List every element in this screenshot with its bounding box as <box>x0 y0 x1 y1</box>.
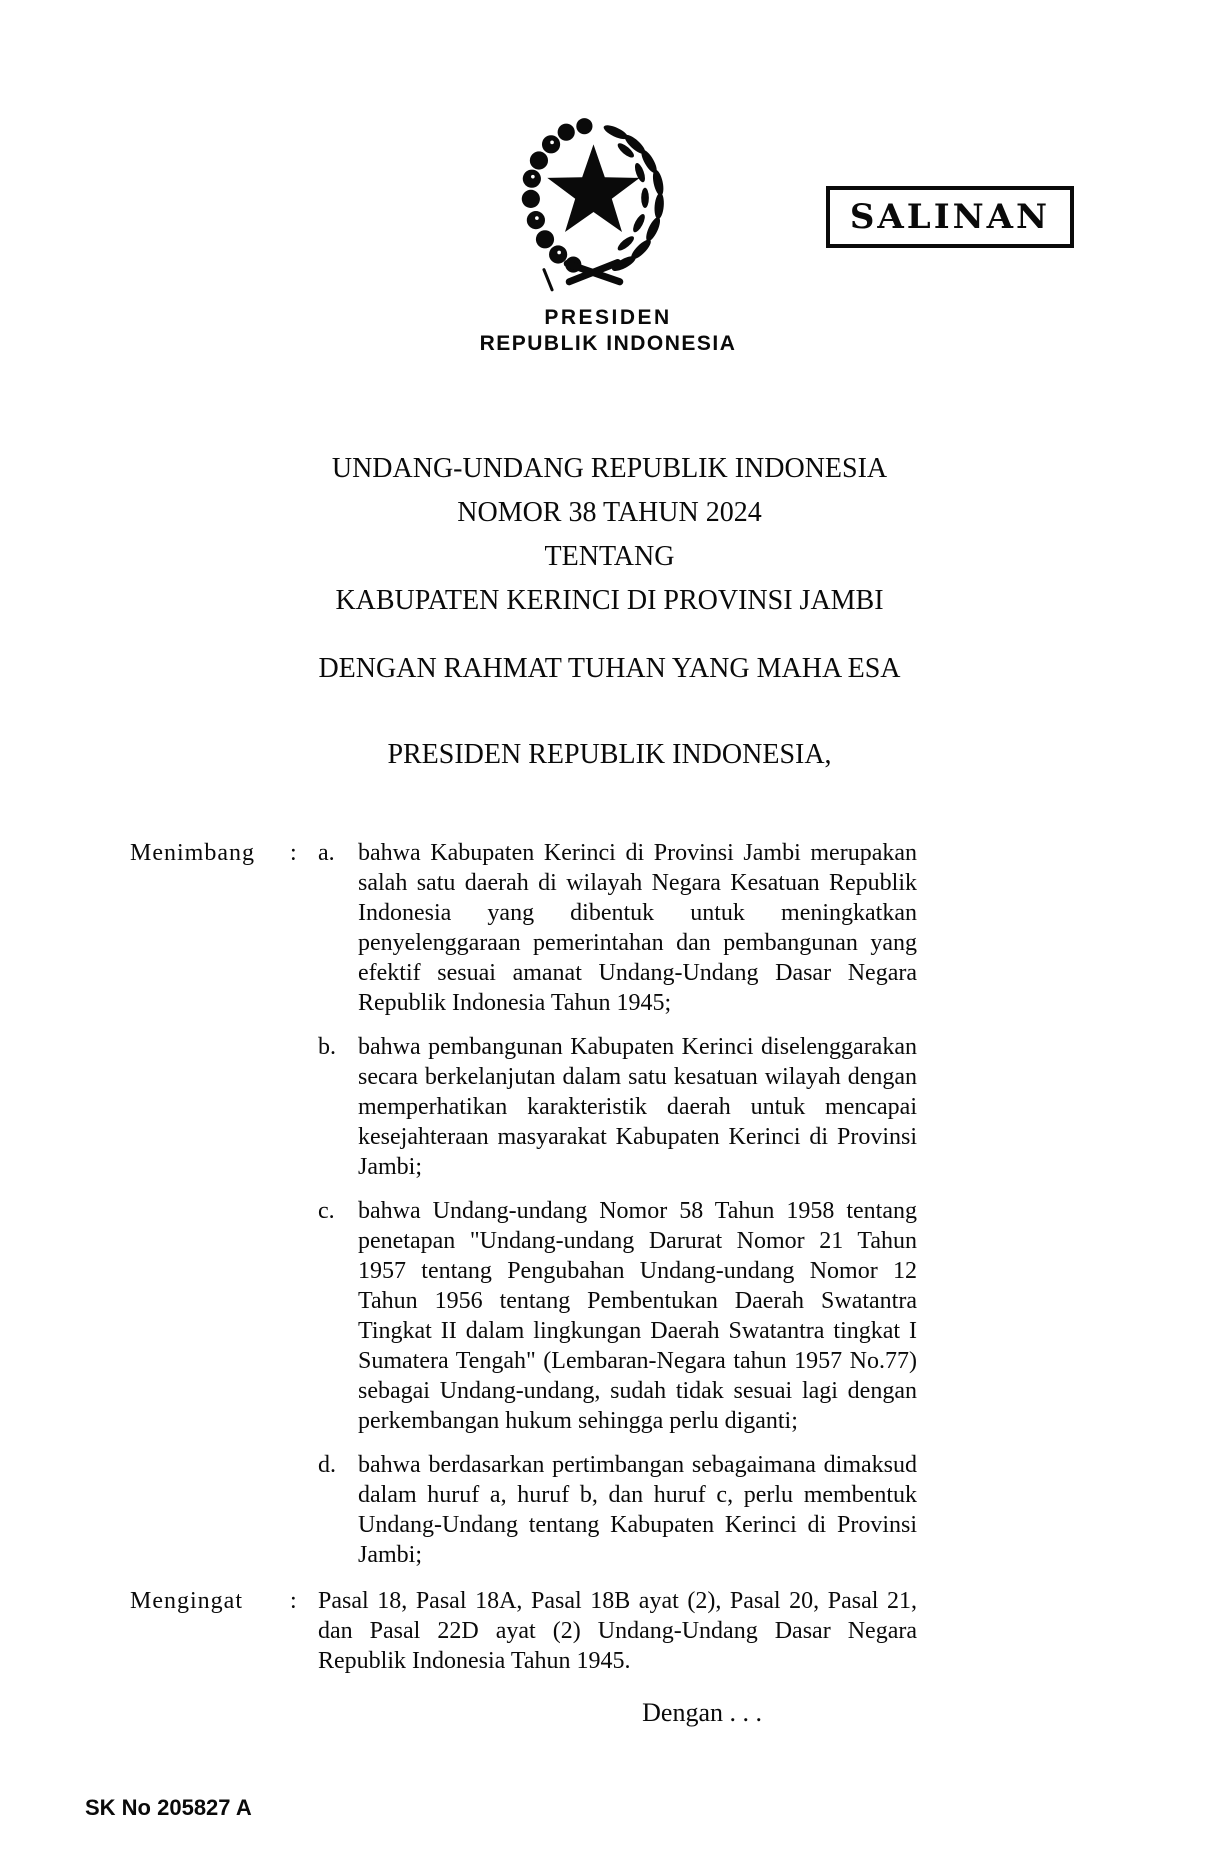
remembering-label: Mengingat <box>130 1588 243 1614</box>
letterhead <box>440 305 776 357</box>
item-letter: d. <box>318 1452 336 1478</box>
considering-colon: : <box>290 840 297 866</box>
item-text: bahwa pembangunan Kabupaten Kerinci diselenggarakan secara berkelanjutan dalam satu kesatuan wilayah dengan memperhatikan karakteristik daerah untuk mencapai kesejahteraan masyarakat Kabupaten Kerinci di Provinsi Jambi; <box>358 1034 917 1180</box>
salinan-stamp-label: SALINAN <box>849 197 1051 237</box>
item-letter: a. <box>318 840 335 866</box>
law-subject-line: KABUPATEN KERINCI DI PROVINSI JAMBI <box>335 585 884 616</box>
doc-control-number: SK No 205827 A <box>85 1795 252 1820</box>
letterhead-presiden: PRESIDEN <box>544 306 672 329</box>
considering-items <box>318 838 917 1570</box>
remembering-section <box>130 1586 917 1676</box>
law-title-line1: UNDANG-UNDANG REPUBLIK INDONESIA <box>331 453 888 484</box>
item-letter: b. <box>318 1034 336 1060</box>
remembering-colon: : <box>290 1588 297 1614</box>
issuer-line: PRESIDEN REPUBLIK INDONESIA, <box>387 739 832 770</box>
item-text: bahwa Undang-undang Nomor 58 Tahun 1958 tentang penetapan "Undang-undang Darurat Nomor 21 Tahun 1957 tentang Pengubahan Undang-undang Nomor 12 Tahun 1956 tentang Pembentukan Daerah Swatantra Tingkat II dalam lingkungan Daerah Swatantra tingkat I Sumatera Tengah" (Lembaran-Negara tahun 1957 No.77) sebagai Undang-undang, sudah tidak sesuai lagi dengan perkembangan hukum sehingga perlu diganti; <box>358 1198 917 1434</box>
invocation-line: DENGAN RAHMAT TUHAN YANG MAHA ESA <box>318 653 901 684</box>
law-number-line: NOMOR 38 TAHUN 2024 <box>457 497 762 528</box>
star-wreath-emblem-icon <box>510 112 678 304</box>
law-title-block <box>0 447 1219 623</box>
considering-item-a <box>318 838 917 1018</box>
salinan-stamp-box <box>826 186 1074 248</box>
item-text: bahwa berdasarkan pertimbangan sebagaimana dimaksud dalam huruf a, huruf b, dan huruf c, perlu membentuk Undang-Undang tentang Kabupaten Kerinci di Provinsi Jambi; <box>358 1452 917 1568</box>
item-text: bahwa Kabupaten Kerinci di Provinsi Jambi merupakan salah satu daerah di wilayah Negara Kesatuan Republik Indonesia yang dibentuk untuk meningkatkan penyelenggaraan pemerintahan dan pembangunan yang efektif sesuai amanat Undang-Undang Dasar Negara Republik Indonesia Tahun 1945; <box>358 840 917 1016</box>
letterhead-republik-indonesia: REPUBLIK INDONESIA <box>479 332 737 355</box>
considering-item-d <box>318 1450 917 1570</box>
considering-label: Menimbang <box>130 840 255 866</box>
continuation-marker: Dengan . . . <box>642 1698 762 1727</box>
considering-item-c <box>318 1196 917 1436</box>
remembering-text: Pasal 18, Pasal 18A, Pasal 18B ayat (2), Pasal 20, Pasal 21, dan Pasal 22D ayat (2) Undang-Undang Dasar Negara Republik Indonesia Tahun 1945. <box>318 1588 917 1674</box>
law-tentang-line: TENTANG <box>544 541 675 572</box>
item-letter: c. <box>318 1198 335 1224</box>
considering-item-b <box>318 1032 917 1182</box>
document-body <box>130 838 917 1728</box>
considering-section <box>130 838 917 1570</box>
